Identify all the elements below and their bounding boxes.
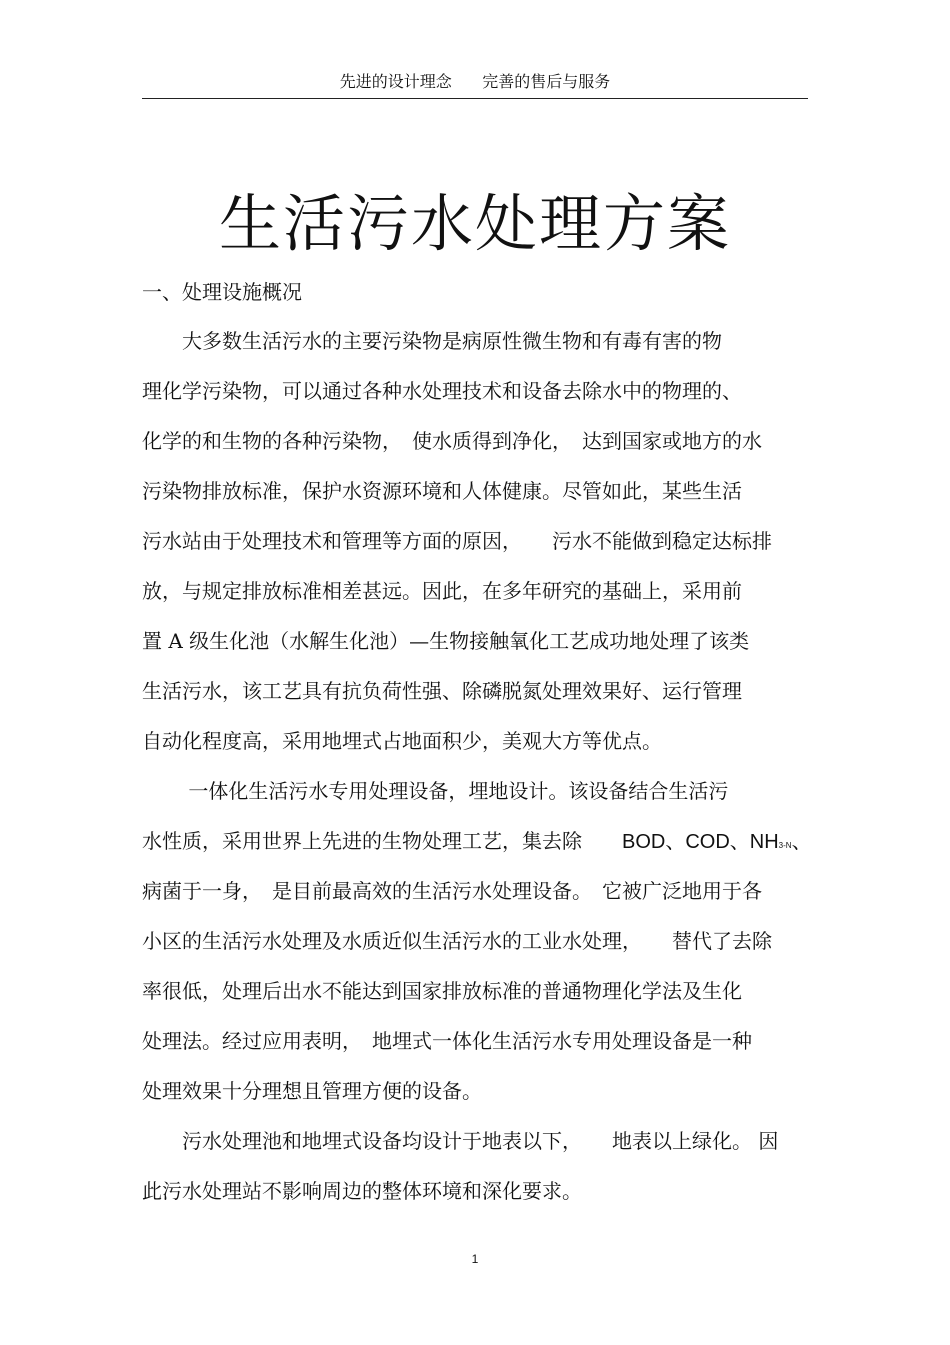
pollutant-list: BOD、COD、NH: [622, 831, 779, 853]
paragraph-layout: [142, 1116, 812, 1216]
paragraph-line: 生活污水，该工艺具有抗负荷性强、除磷脱氮处理效果好、运行管理: [142, 679, 742, 703]
paragraph-line: 处理效果十分理想且管理方便的设备。: [142, 1079, 482, 1103]
paragraph-line: 处理法。经过应用表明， 地埋式一体化生活污水专用处理设备是一种: [142, 1029, 752, 1053]
document-title: 生活污水处理方案: [218, 187, 731, 260]
paragraph-line: 放，与规定排放标准相差甚远。因此，在多年研究的基础上，采用前: [142, 579, 742, 603]
section-heading: 一、处理设施概况: [142, 280, 302, 304]
paragraph-line: 大多数生活污水的主要污染物是病原性微生物和有毒有害的物: [142, 329, 722, 353]
paragraph-line: 此污水处理站不影响周边的整体环境和深化要求。: [142, 1179, 582, 1203]
paragraph-overview: [142, 316, 812, 766]
paragraph-line: 自动化程度高，采用地埋式占地面积少，美观大方等优点。: [142, 729, 662, 753]
paragraph-equipment: [142, 766, 812, 1116]
paragraph-line: 污染物排放标准，保护水资源环境和人体健康。尽管如此，某些生活: [142, 479, 742, 503]
page-number: 1: [471, 1252, 479, 1266]
paragraph-line: 置 A 级生化池（水解生化池）—生物接触氧化工艺成功地处理了该类: [142, 629, 750, 653]
paragraph-line: 一体化生活污水专用处理设备，埋地设计。该设备结合生活污: [142, 779, 729, 803]
paragraph-line: 化学的和生物的各种污染物， 使水质得到净化， 达到国家或地方的水: [142, 429, 762, 453]
line-text: 水性质，采用世界上先进的生物处理工艺，集去除: [142, 829, 622, 853]
paragraph-line: 污水处理池和地埋式设备均设计于地表以下， 地表以上绿化。 因: [142, 1129, 779, 1153]
paragraph-line: 率很低，处理后出水不能达到国家排放标准的普通物理化学法及生化: [142, 979, 742, 1003]
pollutant-subscript: 3-N: [778, 841, 792, 850]
line-text: 、: [791, 829, 812, 853]
paragraph-line: 病菌于一身， 是目前最高效的生活污水处理设备。 它被广泛地用于各: [142, 879, 762, 903]
paragraph-line: [142, 816, 812, 866]
paragraph-line: 小区的生活污水处理及水质近似生活污水的工业水处理， 替代了去除: [142, 929, 772, 953]
paragraph-line: 污水站由于处理技术和管理等方面的原因， 污水不能做到稳定达标排: [142, 529, 772, 553]
page-header: 先进的设计理念 完善的售后与服务: [142, 68, 808, 99]
paragraph-line: 理化学污染物，可以通过各种水处理技术和设备去除水中的物理的、: [142, 379, 742, 403]
